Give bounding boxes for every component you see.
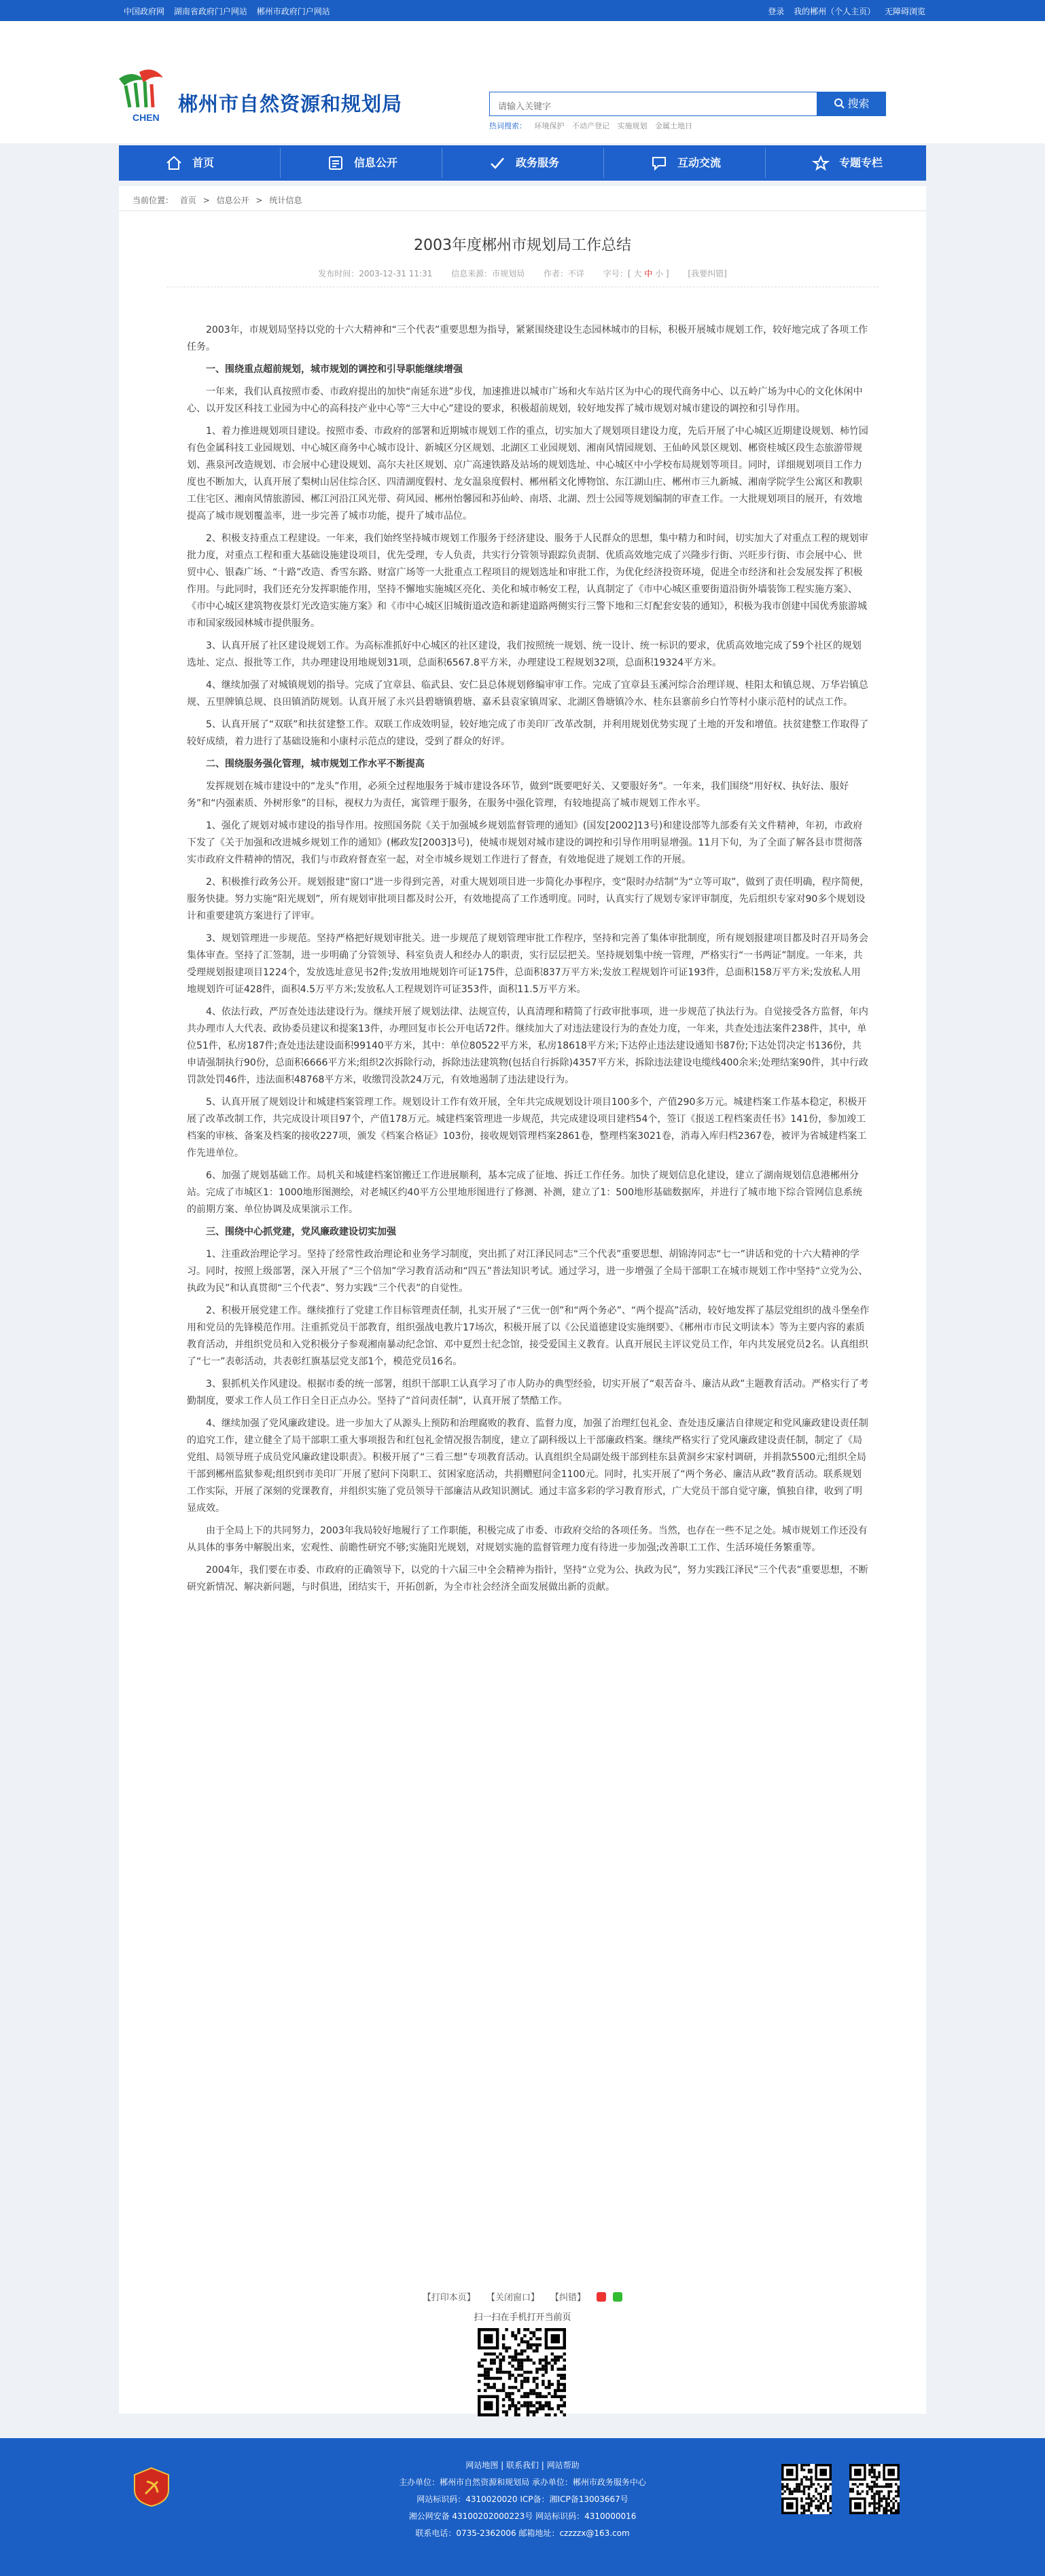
paragraph: 5、认真开展了规划设计和城建档案管理工作。规划设计工作有效开展，全年共完成规划设计项目100多个，产值290多万元。城建档案工作基本稳定，积极开展了改革改制工作，共完成设计项目97个，产值178万元。城建档案管理进一步规范，共完成建设项目建档54个，签订《报送工程档案责任书》141份，参加竣工档案的审核、备案及档案的接收227项，颁发《档案合格证》103份，接收规划管理档案2861卷，整理档案3021卷，消毒入库归档2367卷，被评为省城建档案工作先进单位。 xyxy=(187,1097,867,1159)
top-bar xyxy=(0,0,1045,21)
breadcrumb-info[interactable]: 信息公开 xyxy=(216,196,249,205)
report-error-link[interactable]: [我要纠错] xyxy=(688,269,727,278)
footer xyxy=(0,2438,1045,2576)
font-size-control: 字号：[ 大 中 小 ] xyxy=(603,269,669,278)
weibo-qr-code xyxy=(849,2464,900,2514)
nav-divider xyxy=(603,148,604,178)
logo-text: CHEN xyxy=(132,112,160,123)
footer-contact: 联系电话：0735-2362006 邮箱地址：czzzzx@163.com xyxy=(415,2528,630,2538)
breadcrumb-sep: > xyxy=(202,196,210,205)
search-input[interactable] xyxy=(489,92,817,116)
article-tools xyxy=(119,2290,926,2303)
share-wechat-icon[interactable] xyxy=(613,2292,622,2302)
paragraph: 3、认真开展了社区建设规划工作。为高标准抓好中心城区的社区建设，我们按照统一规划、统一设计、统一标识的要求，优质高效地完成了59个社区的规划选址、定点、报批等工作，共办理建设用地规划31项，总面积6567.8平方米，办理建设工程规划32项，总面积19324平方米。 xyxy=(187,640,862,668)
font-large-button[interactable]: 大 xyxy=(633,269,642,278)
font-medium-button[interactable]: 中 xyxy=(644,269,653,278)
hot-words xyxy=(489,120,698,131)
paragraph: 5、认真开展了“双联”和扶贫建整工作。双联工作成效明显，较好地完成了市美印厂改革改制，并利用规划优势实现了土地的开发和增值。扶贫建整工作取得了较好成绩，着力进行了基础设施和小康村示范点的建设，受到了群众的好评。 xyxy=(187,719,869,747)
breadcrumb-sep: > xyxy=(255,196,263,205)
paragraph: 4、继续加强了对城镇规划的指导。完成了宜章县、临武县、安仁县总体规划修编审审工作。完成了宜章县玉溪河综合治理详规、桂阳太和镇总规、万华岩镇总规、五里牌镇总规、良田镇消防规划。认真开展了永兴县碧塘镇碧塘、嘉禾县袁家镇周家、北湖区鲁塘镇冷水、桂东县寨前乡白竹等村小康示范村的试点工作。 xyxy=(187,680,868,708)
breadcrumb-home[interactable]: 首页 xyxy=(179,196,196,205)
nav-info-public[interactable]: 信息公开 xyxy=(327,145,408,181)
breadcrumb-label: 当前位置： xyxy=(132,196,174,205)
font-small-button[interactable]: 小 xyxy=(655,269,664,278)
paragraph: 4、继续加强了党风廉政建设。进一步加大了从源头上预防和治理腐败的教育、监督力度，加强了治理红包礼金、查处违反廉洁自律规定和党风廉政建设责任制的追究工作，建立健全了局干部职工重大事项报告和红包礼金情况报告制度，建立了副科级以上干部廉政档案。继续严格实行了党风廉政建设责任制，制定了《局党组、局领导班子成员党风廉政建设职责》。积极开展了“三看三想”专项教育活动。认真组织全局副处级干部到桂东县黄洞乡宋家村调研，并捐款5500元;组织全局干部到郴州监狱参观;组织到市美印厂开展了慰问下岗职工、贫困家庭活动，共捐赠慰问金1100元。同时，扎实开展了“两个务必、廉洁从政”教育活动。联系规划工作实际，开展了深刻的党课教育，并组织实施了党员领导干部廉洁从政知识测试。通过丰富多彩的学习教育形式，广大党员干部自觉守廉，慎独自律，收到了明显成效。 xyxy=(187,1418,868,1514)
paragraph: 1、着力推进规划项目建设。按照市委、市政府的部署和近期城市规划工作的重点，切实加大了规划项目建设力度，先后开展了中心城区近期建设规划、柿竹园有色金属科技工业园规划、中心城区商务中心城市设计、新城区分区规划、北湖区工业园规划、湘南风情园规划、王仙岭风景区规划、郴资桂城区段生态旅游带规划、燕泉河改造规划、市会展中心建设规划、高尔夫社区规划、京广高速铁路及站场的规划选址、中心城区中小学校布局规划等项目。同时，详细规划项目工作力度也不断加大，认真开展了梨树山居住综合区、四清湖度假村、龙女温泉度假村、郴州稻文化博物馆、东江湖山庄、郴州市三九新城、湘南学院学生公寓区和教职工住宅区、湘南风情旅游园、郴江河沿江风光带、荷风园、郴州怡馨园和苏仙岭、南塔、北湖、烈士公园等规划编制的审查工作。一大批规划项目的展开，有效地提高了城市规划覆盖率，进一步完善了城市功能，提升了城市品位。 xyxy=(187,426,868,522)
hot-word[interactable]: 环境保护 xyxy=(534,122,565,130)
scan-hint: 扫一扫在手机打开当前页 xyxy=(474,2312,571,2323)
service-icon xyxy=(489,155,506,171)
paragraph: 由于全局上下的共同努力，2003年我局较好地履行了工作职能，积极完成了市委、市政府交给的各项任务。当然，也存在一些不足之处。城市规划工作还没有从具体的事务中解脱出来，宏观性、前瞻性研究不够;实施阳光规划，对规划实施的监督管理力度有待进一步加强;改善职工工作、生活环境任务繁重等。 xyxy=(187,1525,868,1553)
search-button[interactable] xyxy=(817,92,886,116)
paragraph: 2、积极开展党建工作。继续推行了党建工作目标管理责任制，扎实开展了“三优一创”和“两个务必”、“两个提高”活动，较好地发挥了基层党组织的战斗堡垒作用和党员的先锋模范作用。注重抓党员干部教育，组织强战电教片17场次，积极开展了以《公民道德建设实施纲要》、《郴州市市民文明读本》等为主要内容的素质教育活动，并组织党员和入党积极分子参观湘南暴动纪念馆、邓中夏烈士纪念馆，接受爱国主义教育。认真开展民主评议党员工作，年内共发展党员2名。认真组织了“七一”表彰活动，共表彰红旗基层党支部1个，模范党员16名。 xyxy=(187,1305,870,1367)
hot-word[interactable]: 金属土地日 xyxy=(655,122,692,130)
paragraph: 1、强化了规划对城市建设的指导作用。按照国务院《关于加强城乡规划监督管理的通知》(国发[2002]13号)和建设部等九部委有关文件精神，年初，市政府下发了《关于加强和改进城乡规划工作的通知》(郴政发[2003]3号)，使城市规划对城市建设的调控和引导作用明显增强。11月下旬，为了全面了解各县市贯彻落实市政府文件精神的情况，我们与市政府督查室一起，对全市城乡规划工作进行了督查，有效地促进了规划工作的开展。 xyxy=(187,820,863,865)
paragraph: 6、加强了规划基础工作。局机关和城建档案馆搬迁工作进展顺利，基本完成了征地、拆迁工作任务。加快了规划信息化建设，建立了湖南规划信息港郴州分站。完成了市城区1：1000地形图测绘，对老城区约40平方公里地形图进行了修测、补测，建立了1：500地形基础数据库，并进行了城市地下综合管网信息系统的前期方案、单位协调及成果演示工作。 xyxy=(187,1170,862,1215)
top-links xyxy=(124,5,337,17)
accessibility-link[interactable]: 无障碍浏览 xyxy=(884,7,925,16)
article-meta xyxy=(119,268,926,279)
nav-divider xyxy=(280,148,281,178)
section-heading: 二、围绕服务强化管理，城市规划工作水平不断提高 xyxy=(206,759,425,769)
footer-links[interactable]: 网站地图 | 联系我们 | 网站帮助 xyxy=(465,2461,580,2470)
paragraph: 1、注重政治理论学习。坚持了经常性政治理论和业务学习制度，突出抓了对江泽民同志“三个代表”重要思想、胡锦涛同志“七一”讲话和党的十六大精神的学习。同时，按照上级部署，深入开展了“三个倍加”学习教育活动和“四五”普法知识考试。通过学习，进一步增强了全局干部职工在城市规划工作中坚持“立党为公、执政为民”和认真贯彻“三个代表”、努力实践“三个代表”的自觉性。 xyxy=(187,1249,868,1294)
main-nav xyxy=(119,145,926,181)
paragraph: 4、依法行政，严厉查处违法建设行为。继续开展了规划法律、法规宣传，认真清理和精简了行政审批事项，进一步规范了执法行为。自觉接受各方监督，年内共办理市人大代表、政协委员建议和提案13件，办理回复市长公开电话72件。继续加大了对违法建设行为的查处力度，一年来，共查处违法案件238件，其中，单位51件，私房187件;查处违法建设面积99140平方米，其中：单位80522平方米，私房18618平方米;下达停止违法建设通知书87份;下达处罚决定书136份，共申请强制执行90份，总面积6666平方米;组织2次拆除行动，拆除违法建筑物(包括自行拆除)4357平方米，拆除违法建设电缆线400余米;处理结案90件，其中行政罚款处罚46件，违法面积48768平方米，收缴罚没款24万元，有效地遏制了违法建设行为。 xyxy=(187,1006,868,1085)
section-heading: 一、围绕重点超前规划，城市规划的调控和引导职能继续增强 xyxy=(206,364,463,375)
chat-icon xyxy=(650,155,668,171)
footer-host: 主办单位：郴州市自然资源和规划局 承办单位：郴州市政务服务中心 xyxy=(399,2478,646,2487)
paragraph: 2、积极推行政务公开。规划报建“窗口”进一步得到完善，对重大规划项目进一步简化办事程序，变“限时办结制”为“立等可取”，做到了责任明确，程序简便，服务快捷。努力实施“阳光规划”，所有规划审批项目都及时公开，有效地提高了工作透明度。同时，认真实行了规划专家评审制度，先后组织专家对90多个规划设计和重要建筑方案进行了评审。 xyxy=(187,877,870,922)
breadcrumb xyxy=(132,194,306,206)
article-title: 2003年度郴州市规划局工作总结 xyxy=(414,237,631,254)
link-chenzhou-gov[interactable]: 郴州市政府门户网站 xyxy=(256,7,330,16)
nav-home[interactable]: 首页 xyxy=(165,145,233,181)
paragraph: 2、积极支持重点工程建设。一年来，我们始终坚持城市规划工作服务于经济建设、服务于人民群众的思想，集中精力和时间，切实加大了对重点工程的规划审批力度，对重点工程和重大基础设施建设项目，优先受理，专人负责，共实行分管领导跟踪负责制、优质高效地完成了兴隆步行街、兴旺步行街、市会展中心、世贸中心、银森广场、“十路”改造、香雪东路、财富广场等一大批重点工程项目的规划选址和审批工作，为优化经济投资环境，促进全市经济和社会发展发挥了积极作用。与此同时，我们还充分发挥职能作用，坚持不懈地实施城区亮化、美化和城市畅安工程，认真制定了《市中心城区重要街道沿街外墙装饰工程实施方案》、《市中心城区建筑物夜景灯光改造实施方案》和《市中心城区旧城街道改造和新建道路两侧实行三警下地和三灯配套安装的通知》，积极为我市创建中国优秀旅游城市和国家级园林城市提供服务。 xyxy=(187,533,868,629)
print-button[interactable]: 【打印本页】 xyxy=(422,2293,476,2303)
correction-button[interactable]: 【纠错】 xyxy=(550,2293,586,2303)
article-body xyxy=(187,322,870,1601)
paragraph: 3、狠抓机关作风建设。根据市委的统一部署，组织干部职工认真学习了市人防办的典型经验，切实开展了“艰苦奋斗、廉洁从政”主题教育活动。严格实行了考勤制度，要求工作人员工作日全日正点办公。坚持了“首问责任制”，认真开展了禁酷工作。 xyxy=(187,1379,869,1407)
hot-word[interactable]: 实施规划 xyxy=(617,122,648,130)
footer-icp: 网站标识码：4310020020 ICP备：湘ICP备13003667号 xyxy=(417,2495,628,2504)
wechat-qr-code xyxy=(781,2464,832,2514)
search-button-label: 搜索 xyxy=(847,97,870,110)
nav-topics[interactable]: 专题专栏 xyxy=(812,145,893,181)
content-panel xyxy=(119,186,926,2414)
info-source: 信息来源：市规划局 xyxy=(451,269,525,278)
home-icon xyxy=(165,155,183,171)
topic-icon xyxy=(812,155,830,171)
paragraph: 一年来，我们认真按照市委、市政府提出的加快“南延东进”步伐，加速推进以城市广场和火车站片区为中心的现代商务中心、以五岭广场为中心的文化休闲中心、以开发区科技工业园为中心的高科技产业中心等“三大中心”建设的要求，积极超前规划，较好地发挥了城市规划对城市建设的调控和引导作用。 xyxy=(187,386,863,414)
nav-services[interactable]: 政务服务 xyxy=(489,145,570,181)
paragraph: 3、规划管理进一步规范。坚持严格把好规划审批关。进一步规范了规划管理审批工作程序，坚持和完善了集体审批制度，所有规划报建项目都及时召开局务会集体审查。坚持了汇签制，进一步明确了分管领导、科室负责人和经办人的职责，实行层层把关。坚持规划集中统一管理，严格实行“一书两证”制度。一年来，共受理规划报建项目1224个，发放选址意见书2件;发放用地规划许可证175件，总面积837万平方米;发放工程规划许可证193件，总面积158万平方米;发放私人用地规划许可证428件，面积4.5万平方米;发放私人工程规划许可证353件，面积11.5万平方米。 xyxy=(187,933,868,995)
nav-divider xyxy=(765,148,766,178)
site-title: 郴州市自然资源和规划局 xyxy=(178,92,403,115)
paragraph: 发挥规划在城市建设中的“龙头”作用，必须全过程地服务于城市建设各环节，做到“既要吧好关、又要服好务”。一年来，我们围绕“用好权、执好法、服好务”和“内强素质、外树形象”的目标，视权力为责任，寓管理于服务，在服务中强化管理，有较地提高了城市规划工作水平。 xyxy=(187,781,849,809)
footer-police: 湘公网安备 43100202000223号 网站标识码：4310000016 xyxy=(408,2511,637,2521)
hot-word[interactable]: 不动产登记 xyxy=(572,122,609,130)
paragraph: 2003年，市规划局坚持以党的十六大精神和“三个代表”重要思想为指导，紧紧围绕建设生态园林城市的目标，积极开展城市规划工作，较好地完成了各项工作任务。 xyxy=(187,325,868,352)
login-link[interactable]: 登录 xyxy=(768,7,785,16)
search-placeholder: 请输入关键字 xyxy=(498,102,552,112)
breadcrumb-stats[interactable]: 统计信息 xyxy=(269,196,302,205)
share-weibo-icon[interactable] xyxy=(597,2292,606,2302)
info-icon xyxy=(327,155,344,171)
author: 作者：不详 xyxy=(544,269,585,278)
paragraph: 2004年，我们要在市委、市政府的正确领导下，以党的十六届三中全会精神为指针，坚持“立党为公、执政为民”，努力实践江泽民“三个代表”重要思想，不断研究新情况、解决新问题，与时俱进，团结实干，开拓创新，为全市社会经济全面发展做出新的贡献。 xyxy=(187,1565,868,1593)
site-logo[interactable] xyxy=(112,65,170,126)
top-right-links xyxy=(761,5,925,17)
close-window-button[interactable]: 【关闭窗口】 xyxy=(486,2293,539,2303)
link-hunan-gov[interactable]: 湖南省政府门户网站 xyxy=(173,7,247,16)
publish-date: 发布时间：2003-12-31 11:31 xyxy=(318,269,433,278)
search-icon xyxy=(834,98,845,109)
hot-words-label: 热词搜索： xyxy=(489,122,527,130)
nav-interaction[interactable]: 互动交流 xyxy=(650,145,732,181)
personal-home-link[interactable]: 我的郴州（个人主页） xyxy=(794,7,876,16)
header xyxy=(0,21,1045,143)
qr-code xyxy=(478,2328,566,2416)
link-gov-cn[interactable]: 中国政府网 xyxy=(124,7,165,16)
section-heading: 三、围绕中心抓党建，党风廉政建设切实加强 xyxy=(206,1227,396,1237)
